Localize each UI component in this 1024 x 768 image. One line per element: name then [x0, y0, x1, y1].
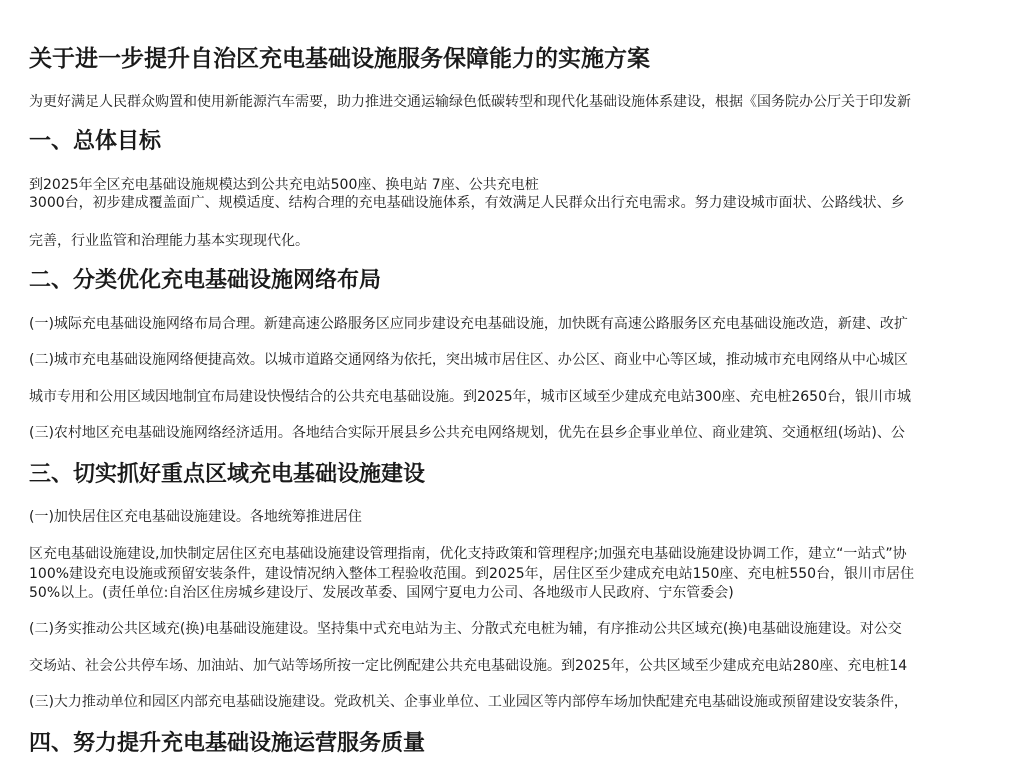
goals-paragraph-line3: 完善，行业监管和治理能力基本实现现代化。: [29, 233, 309, 249]
goals-paragraph-line2: 3000台，初步建成覆盖面广、规模适度、结构合理的充电基础设施体系，有效满足人民群众出行充电需求。努力建设城市面状、公路线状、乡: [29, 195, 905, 211]
urban-network-paragraph: (二)城市充电基础设施网络便捷高效。以城市道路交通网络为依托，突出城市居住区、办公区、商业中心等区域，推动城市充电网络从中心城区: [29, 352, 908, 368]
residential-paragraph-line2: 区充电基础设施建设,加快制定居住区充电基础设施建设管理指南，优化支持政策和管理程序;加强充电基础设施建设协调工作，建立“一站式”协: [29, 546, 907, 562]
residential-paragraph: (一)加快居住区充电基础设施建设。各地统筹推进居住: [29, 509, 362, 525]
rural-network-paragraph: (三)农村地区充电基础设施网络经济适用。各地结合实际开展县乡公共充电网络规划，优先在县乡企事业单位、商业建筑、交通枢纽(场站)、公: [29, 425, 905, 441]
residential-paragraph-line4: 50%以上。(责任单位:自治区住房城乡建设厅、发展改革委、国网宁夏电力公司、各地级市人民政府、宁东管委会): [29, 585, 734, 601]
units-parks-paragraph: (三)大力推动单位和园区内部充电基础设施建设。党政机关、企事业单位、工业园区等内部停车场加快配建充电基础设施或预留建设安装条件，: [29, 694, 908, 710]
public-area-paragraph: (二)务实推动公共区域充(换)电基础设施建设。坚持集中式充电站为主、分散式充电桩为辅，有序推动公共区域充(换)电基础设施建设。对公交: [29, 621, 902, 637]
document-title: 关于进一步提升自治区充电基础设施服务保障能力的实施方案: [29, 46, 650, 72]
document-page: [29, 0, 1024, 768]
goals-paragraph-line1: 到2025年全区充电基础设施规模达到公共充电站500座、换电站 7座、公共充电桩: [29, 177, 539, 193]
intercity-network-paragraph: (一)城际充电基础设施网络布局合理。新建高速公路服务区应同步建设充电基础设施，加快既有高速公路服务区充电基础设施改造，新建、改扩: [29, 316, 908, 332]
section-heading-network-layout: 二、分类优化充电基础设施网络布局: [29, 268, 382, 293]
section-heading-goals: 一、总体目标: [29, 129, 162, 154]
residential-paragraph-line3: 100%建设充电设施或预留安装条件，建设情况纳入整体工程验收范围。到2025年，居住区至少建成充电站150座、充电桩550台，银川市居住: [29, 566, 915, 582]
intro-paragraph: 为更好满足人民群众购置和使用新能源汽车需要，助力推进交通运输绿色低碳转型和现代化基础设施体系建设，根据《国务院办公厅关于印发新: [29, 94, 911, 110]
section-heading-service-quality: 四、努力提升充电基础设施运营服务质量: [29, 731, 426, 756]
urban-network-paragraph-cont: 城市专用和公用区域因地制宜布局建设快慢结合的公共充电基础设施。到2025年，城市区域至少建成充电站300座、充电桩2650台，银川市城: [29, 389, 911, 405]
public-area-paragraph-cont: 交场站、社会公共停车场、加油站、加气站等场所按一定比例配建公共充电基础设施。到2025年，公共区域至少建成充电站280座、充电桩14: [29, 658, 908, 674]
section-heading-key-areas: 三、切实抓好重点区域充电基础设施建设: [29, 462, 426, 487]
